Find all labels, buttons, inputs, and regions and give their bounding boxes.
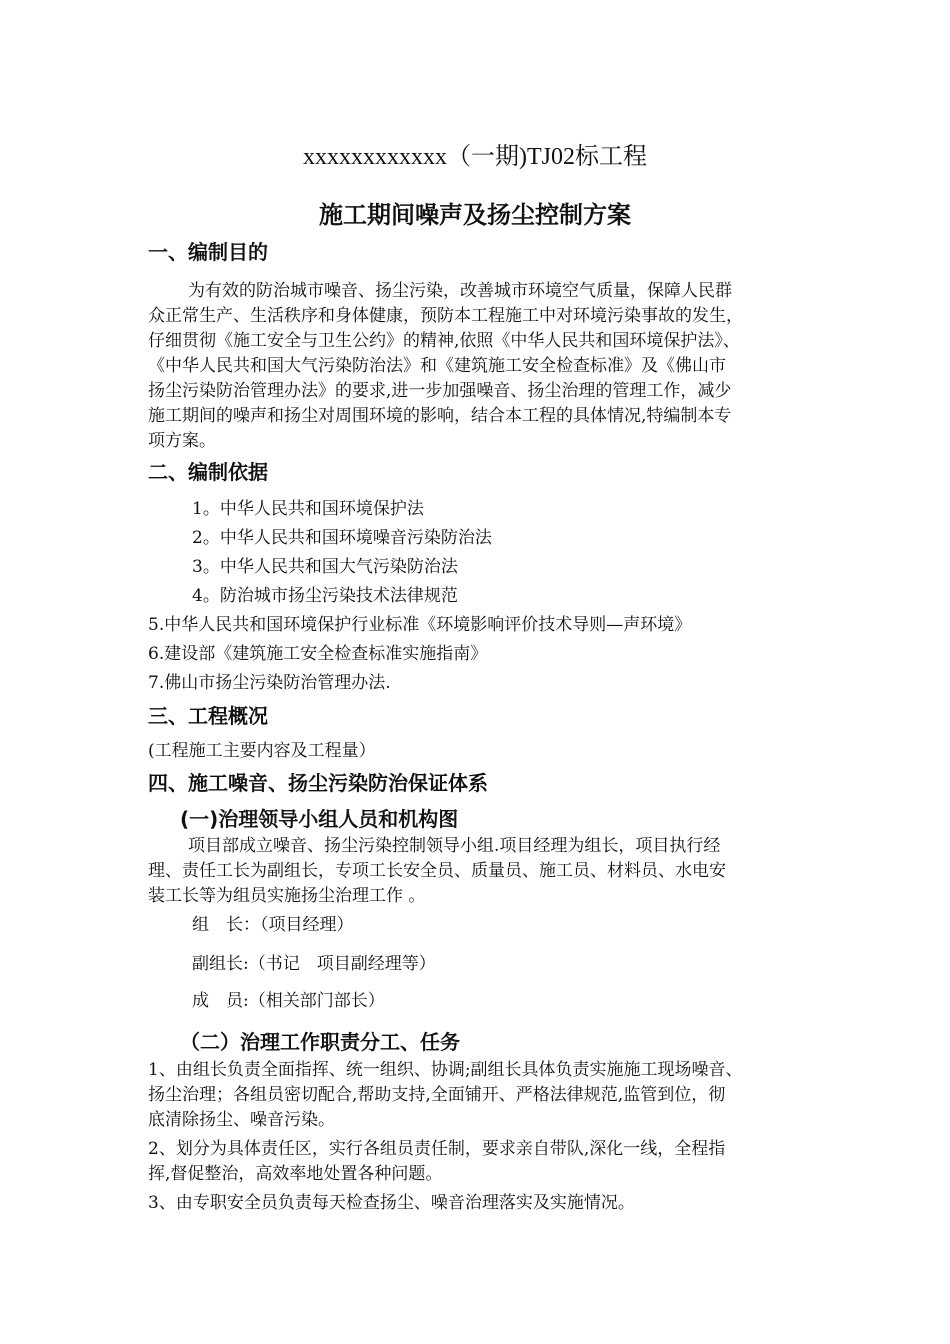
list-item: 5.中华人民共和国环境保护行业标准《环境影响评价技术导则—声环境》 — [148, 615, 692, 635]
role-line-leader: 组 长：（项目经理） — [192, 915, 354, 935]
paragraph-line: 1、由组长负责全面指挥、统一组织、协调;副组长具体负责实施施工现场噪音、 — [148, 1060, 743, 1080]
list-item: 1。中华人民共和国环境保护法 — [192, 499, 424, 519]
subsection-heading-team: (一)治理领导小组人员和机构图 — [180, 807, 459, 831]
role-line-deputy: 副组长:（书记 项目副经理等） — [192, 954, 436, 974]
document-title-project: xxxxxxxxxxxx（一期)TJ02标工程 — [303, 144, 647, 170]
list-item: 6.建设部《建筑施工安全检查标准实施指南》 — [148, 644, 488, 664]
paragraph-line: 项方案。 — [148, 431, 216, 451]
role-line-member: 成 员:（相关部门部长） — [192, 991, 385, 1011]
paragraph-line: 众正常生产、生活秩序和身体健康，预防本工程施工中对环境污染事故的发生， — [148, 306, 743, 326]
paragraph-line: 装工长等为组员实施扬尘治理工作 。 — [148, 886, 426, 906]
section-heading-overview: 三、工程概况 — [148, 704, 268, 728]
list-item: 3。中华人民共和国大气污染防治法 — [192, 557, 458, 577]
overview-text: (工程施工主要内容及工程量） — [148, 741, 376, 761]
paragraph-line: 施工期间的噪声和扬尘对周围环境的影响，结合本工程的具体情况,特编制本专 — [148, 406, 732, 426]
paragraph-line: 理、责任工长为副组长，专项工长安全员、质量员、施工员、材料员、水电安 — [148, 861, 726, 881]
section-heading-system: 四、施工噪音、扬尘污染防治保证体系 — [148, 771, 488, 795]
paragraph-line: 扬尘污染防治管理办法》的要求,进一步加强噪音、扬尘治理的管理工作，减少 — [148, 381, 732, 401]
section-heading-basis: 二、编制依据 — [148, 460, 268, 484]
document-title-plan: 施工期间噪声及扬尘控制方案 — [319, 201, 631, 229]
paragraph-line: 底清除扬尘、噪音污染。 — [148, 1110, 335, 1130]
paragraph-line: 项目部成立噪音、扬尘污染控制领导小组.项目经理为组长，项目执行经 — [188, 836, 721, 856]
list-item: 4。防治城市扬尘污染技术法律规范 — [192, 586, 458, 606]
section-heading-purpose: 一、编制目的 — [148, 240, 268, 264]
subsection-heading-duties: （二）治理工作职责分工、任务 — [180, 1030, 460, 1054]
paragraph-line: 仔细贯彻《施工安全与卫生公约》的精神,依照《中华人民共和国环境保护法》、 — [148, 331, 740, 351]
paragraph-line: 《中华人民共和国大气污染防治法》和《建筑施工安全检查标准》及《佛山市 — [148, 356, 726, 376]
paragraph-line: 3、由专职安全员负责每天检查扬尘、噪音治理落实及实施情况。 — [148, 1193, 635, 1213]
list-item: 7.佛山市扬尘污染防治管理办法. — [148, 673, 391, 693]
paragraph-line: 2、划分为具体责任区，实行各组员责任制，要求亲自带队,深化一线，全程指 — [148, 1139, 726, 1159]
paragraph-line: 扬尘治理；各组员密切配合,帮助支持,全面铺开、严格法律规范,监管到位，彻 — [148, 1085, 726, 1105]
paragraph-line: 为有效的防治城市噪音、扬尘污染，改善城市环境空气质量，保障人民群 — [188, 281, 732, 301]
list-item: 2。中华人民共和国环境噪音污染防治法 — [192, 528, 492, 548]
paragraph-line: 挥,督促整治，高效率地处置各种问题。 — [148, 1164, 443, 1184]
